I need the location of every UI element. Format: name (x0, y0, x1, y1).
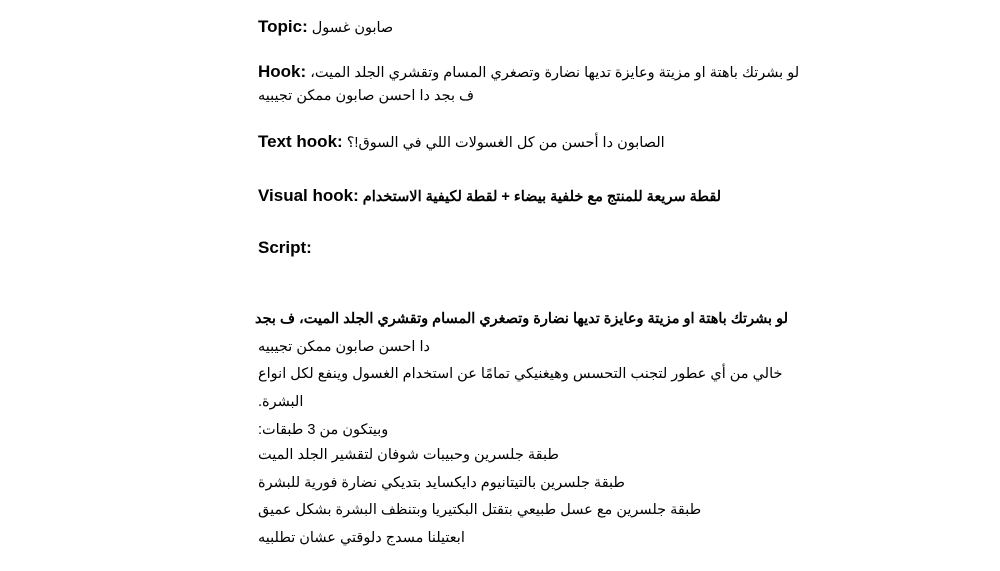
visual-hook-line (258, 186, 788, 207)
hook-label: Hook: (258, 62, 307, 81)
hook-line-1 (258, 62, 800, 83)
hook-text-2: ف بجد دا احسن صابون ممكن تجيبيه (258, 88, 475, 104)
script-line-3: خالي من أي عطور لتجنب التحسس وهيغنيكي تمامًا عن استخدام الغسول وينفع لكل انواع (258, 366, 783, 382)
script-line-6: طبقة جلسرين وحبيبات شوفان لتقشير الجلد الميت (258, 447, 559, 463)
topic-label: Topic: (258, 17, 308, 36)
script-label: Script: (258, 238, 312, 257)
script-line-2: دا احسن صابون ممكن تجيبيه (258, 339, 430, 355)
script-line-9: ابعتيلنا مسدج دلوقتي عشان تطلبيه (258, 530, 465, 546)
topic-value: صابون غسول (311, 20, 394, 36)
text-hook-label: Text hook: (258, 132, 343, 151)
text-hook-line (258, 132, 788, 153)
script-line-1: لو بشرتك باهتة او مزيتة وعايزة تديها نضارة وتصغري المسام وتقشري الجلد الميت، ف بجد (254, 311, 788, 327)
visual-hook-value: لقطة سريعة للمنتج مع خلفية بيضاء + لقطة لكيفية الاستخدام (362, 189, 722, 205)
script-line-4: البشرة. (258, 394, 304, 410)
hook-text-1: لو بشرتك باهتة او مزيتة وعايزة تديها نضارة وتصغري المسام وتقشري الجلد الميت، (310, 65, 800, 81)
script-line-5: وبيتكون من 3 طبقات: (258, 422, 389, 438)
visual-hook-label: Visual hook: (258, 186, 359, 205)
script-line-7: طبقة جلسرين بالتيتانيوم دايكسايد بتديكي نضارة فورية للبشرة (258, 475, 625, 491)
script-line-8: طبقة جلسرين مع عسل طبيعي بتقتل البكتيريا وبتنظف البشرة بشكل عميق (258, 502, 702, 518)
topic-line (258, 17, 788, 38)
text-hook-value: الصابون دا أحسن من كل الغسولات اللي في السوق!؟ (346, 135, 665, 151)
